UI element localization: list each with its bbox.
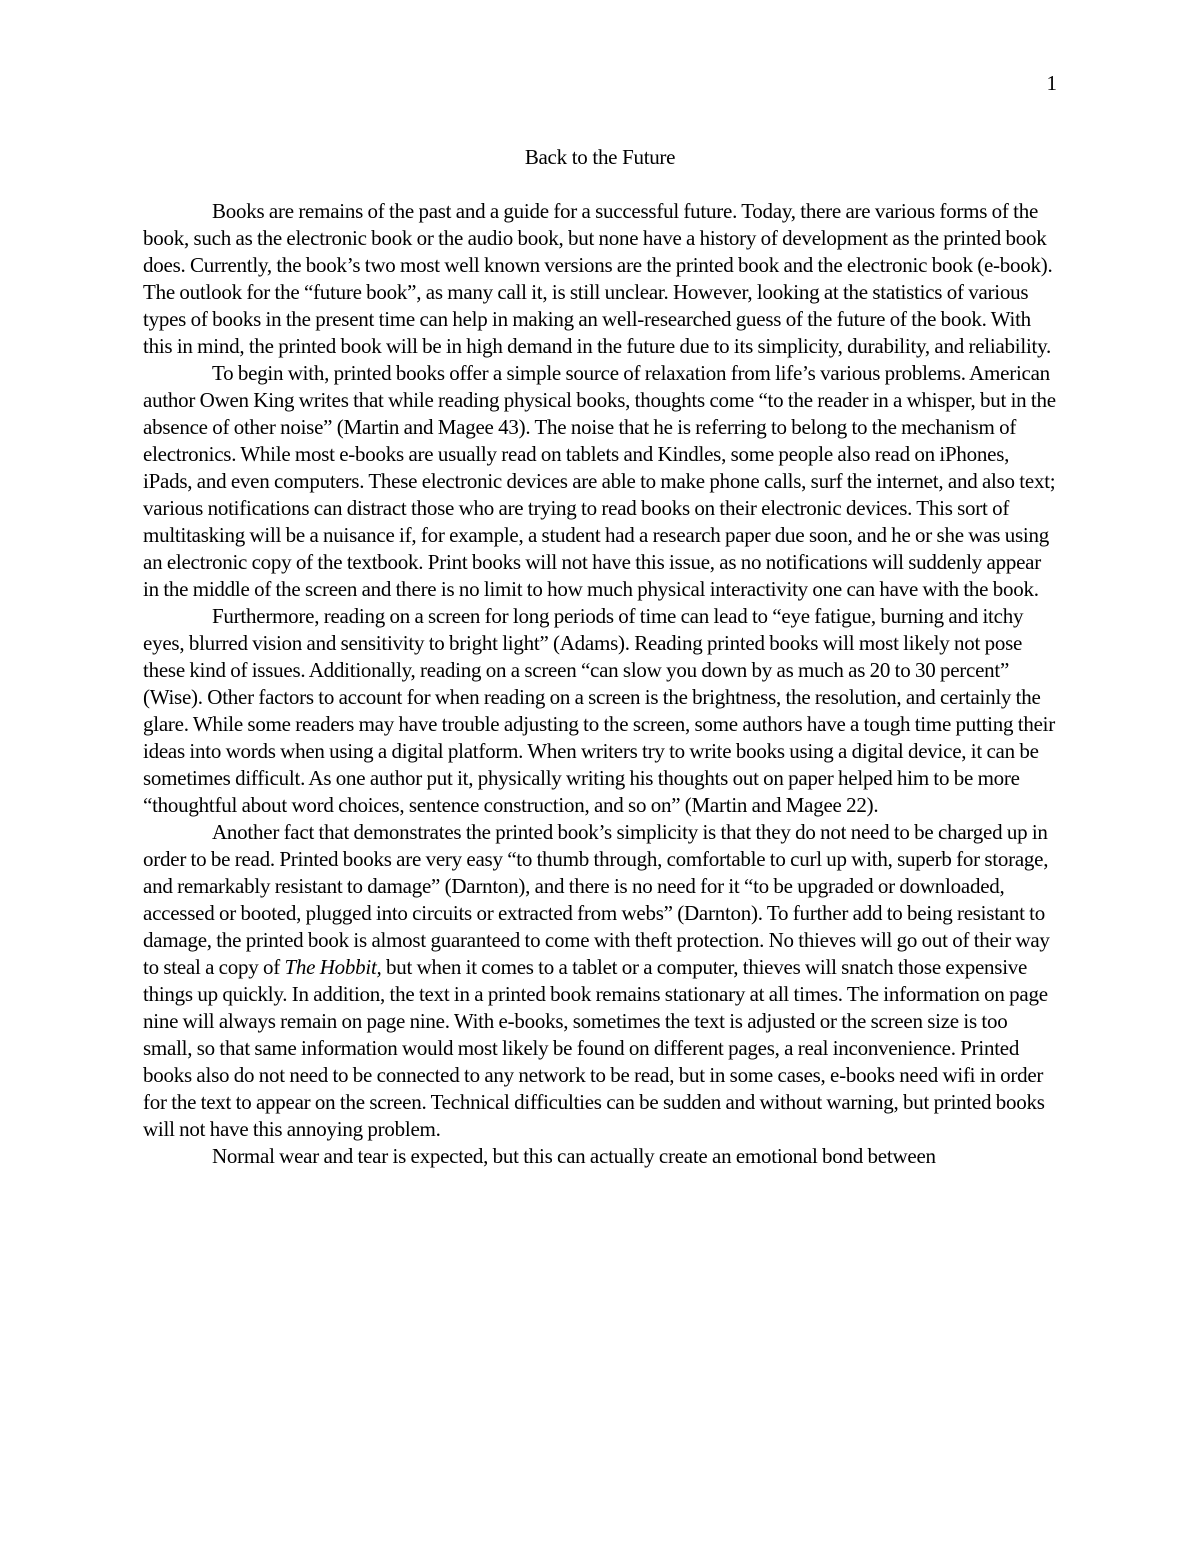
paragraph-durability-part-2: but when it comes to a tablet or a computer, thieves will snatch those expensive things up quickly. In addition, the text in a printed book remains stationary at all times. The information on page nine will always remain on page nine. With e-books, sometimes the text is adjusted or the screen size is too small, so that same information would most likely be found on different pages, a real inconvenience. Printed books also do not need to be connected to any network to be read, but in some cases, e-books need wifi in order for the text to appear on the screen. Technical difficulties can be sudden and without warning, but printed books will not have this annoying problem. bbox=[143, 955, 1048, 1141]
paragraph-intro: Books are remains of the past and a guide for a successful future. Today, there are various forms of the book, such as the electronic book or the audio book, but none have a history of development as the printed book does. Currently, the book’s two most well known versions are the printed book and the electronic book (e-book). The outlook for the “future book”, as many call it, is still unclear. However, looking at the statistics of various types of books in the present time can help in making an well-researched guess of the future of the book. With this in mind, the printed book will be in high demand in the future due to its simplicity, durability, and reliability. bbox=[143, 199, 1053, 358]
paragraph-durability bbox=[143, 819, 1059, 1143]
document-body bbox=[143, 198, 1059, 1170]
paragraph-durability-part-1: Another fact that demonstrates the printed book’s simplicity is that they do not need to be charged up in order to be read. Printed books are very easy “to thumb through, comfortable to curl up with, superb for storage, and remarkably resistant to damage” (Darnton), and there is no need for it “to be upgraded or downloaded, accessed or booted, plugged into circuits or extracted from webs” (Darnton). To further add to being resistant to damage, the printed book is almost guaranteed to come with theft protection. No thieves will go out of their way to steal a copy of bbox=[143, 820, 1050, 979]
book-title-italic: The Hobbit, bbox=[284, 955, 382, 979]
paragraph-simplicity: To begin with, printed books offer a simple source of relaxation from life’s various problems. American author Owen King writes that while reading physical books, thoughts come “to the reader in a whisper, but in the absence of other noise” (Martin and Magee 43). The noise that he is referring to belong to the mechanism of electronics. While most e-books are usually read on tablets and Kindles, some people also read on iPhones, iPads, and even computers. These electronic devices are able to make phone calls, surf the internet, and also text; various notifications can distract those who are trying to read books on their electronic devices. This sort of multitasking will be a nuisance if, for example, a student had a research paper due soon, and he or she was using an electronic copy of the textbook. Print books will not have this issue, as no notifications will suddenly appear in the middle of the screen and there is no limit to how much physical interactivity one can have with the book. bbox=[143, 361, 1056, 601]
page-number: 1 bbox=[1046, 71, 1057, 95]
paragraph-wear-and-tear: Normal wear and tear is expected, but this can actually create an emotional bond between bbox=[212, 1144, 936, 1168]
paragraph-screen-reading: Furthermore, reading on a screen for long periods of time can lead to “eye fatigue, burning and itchy eyes, blurred vision and sensitivity to bright light” (Adams). Reading printed books will most likely not pose these kind of issues. Additionally, reading on a screen “can slow you down by as much as 20 to 30 percent” (Wise). Other factors to account for when reading on a screen is the brightness, the resolution, and certainly the glare. While some readers may have trouble adjusting to the screen, some authors have a tough time putting their ideas into words when using a digital platform. When writers try to write books using a digital device, it can be sometimes difficult. As one author put it, physically writing his thoughts out on paper helped him to be more “thoughtful about word choices, sentence construction, and so on” (Martin and Magee 22). bbox=[143, 604, 1055, 817]
document-title: Back to the Future bbox=[524, 145, 676, 169]
